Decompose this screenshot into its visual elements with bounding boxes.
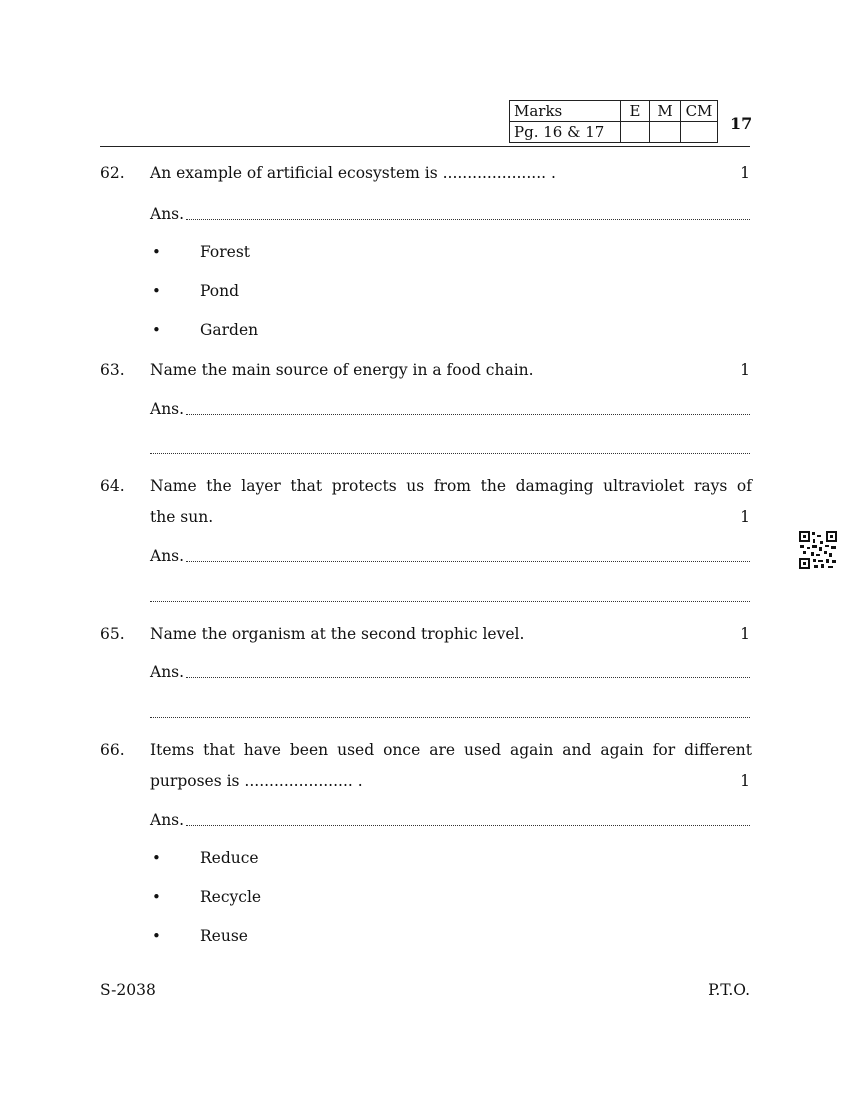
col-cm-cell [681, 122, 718, 143]
question-text-cont: the sun. [150, 508, 214, 526]
answer-label: Ans. [150, 811, 185, 829]
answer-label: Ans. [150, 205, 185, 223]
bullet-icon: • [152, 849, 161, 867]
question-mark: 1 [740, 164, 750, 182]
question-text: Name the layer that protects us from the damaging ultraviolet rays of [150, 477, 752, 495]
col-m-header: M [650, 101, 681, 122]
answer-line[interactable] [186, 808, 750, 828]
bullet-icon: • [152, 888, 161, 906]
marks-table [509, 100, 718, 143]
answer-label: Ans. [150, 663, 185, 681]
option-text: Forest [200, 243, 251, 261]
marks-label: Marks [510, 101, 621, 122]
answer-line[interactable] [186, 660, 750, 680]
col-e-cell [621, 122, 650, 143]
question-number: 66. [100, 741, 125, 759]
col-cm-header: CM [681, 101, 718, 122]
answer-line[interactable] [186, 397, 750, 417]
question-text-cont: purposes is ...................... . [150, 772, 363, 790]
answer-label: Ans. [150, 547, 185, 565]
bullet-icon: • [152, 927, 161, 945]
option-text: Pond [200, 282, 240, 300]
col-m-cell [650, 122, 681, 143]
answer-line[interactable] [150, 584, 750, 604]
question-number: 62. [100, 164, 125, 182]
answer-line[interactable] [186, 544, 750, 564]
col-e-header: E [621, 101, 650, 122]
qr-code-icon [798, 530, 838, 570]
question-text: Items that have been used once are used again and again for different [150, 741, 752, 759]
answer-line[interactable] [186, 202, 750, 222]
bullet-icon: • [152, 243, 161, 261]
bullet-icon: • [152, 282, 161, 300]
question-text: Name the organism at the second trophic level. [150, 625, 525, 643]
question-text: Name the main source of energy in a food chain. [150, 361, 534, 379]
question-number: 63. [100, 361, 125, 379]
answer-label: Ans. [150, 400, 185, 418]
page-number: 17 [730, 114, 753, 133]
header-rule [100, 146, 750, 147]
question-mark: 1 [740, 625, 750, 643]
question-mark: 1 [740, 508, 750, 526]
pages-label: Pg. 16 & 17 [510, 122, 621, 143]
paper-code: S-2038 [100, 981, 156, 999]
option-text: Recycle [200, 888, 262, 906]
answer-line[interactable] [150, 700, 750, 720]
bullet-icon: • [152, 321, 161, 339]
please-turn-over: P.T.O. [708, 981, 750, 999]
question-text: An example of artificial ecosystem is ..................... . [150, 164, 556, 182]
answer-line[interactable] [150, 436, 750, 456]
option-text: Garden [200, 321, 259, 339]
question-number: 64. [100, 477, 125, 495]
question-number: 65. [100, 625, 125, 643]
question-mark: 1 [740, 361, 750, 379]
question-mark: 1 [740, 772, 750, 790]
option-text: Reuse [200, 927, 248, 945]
option-text: Reduce [200, 849, 259, 867]
